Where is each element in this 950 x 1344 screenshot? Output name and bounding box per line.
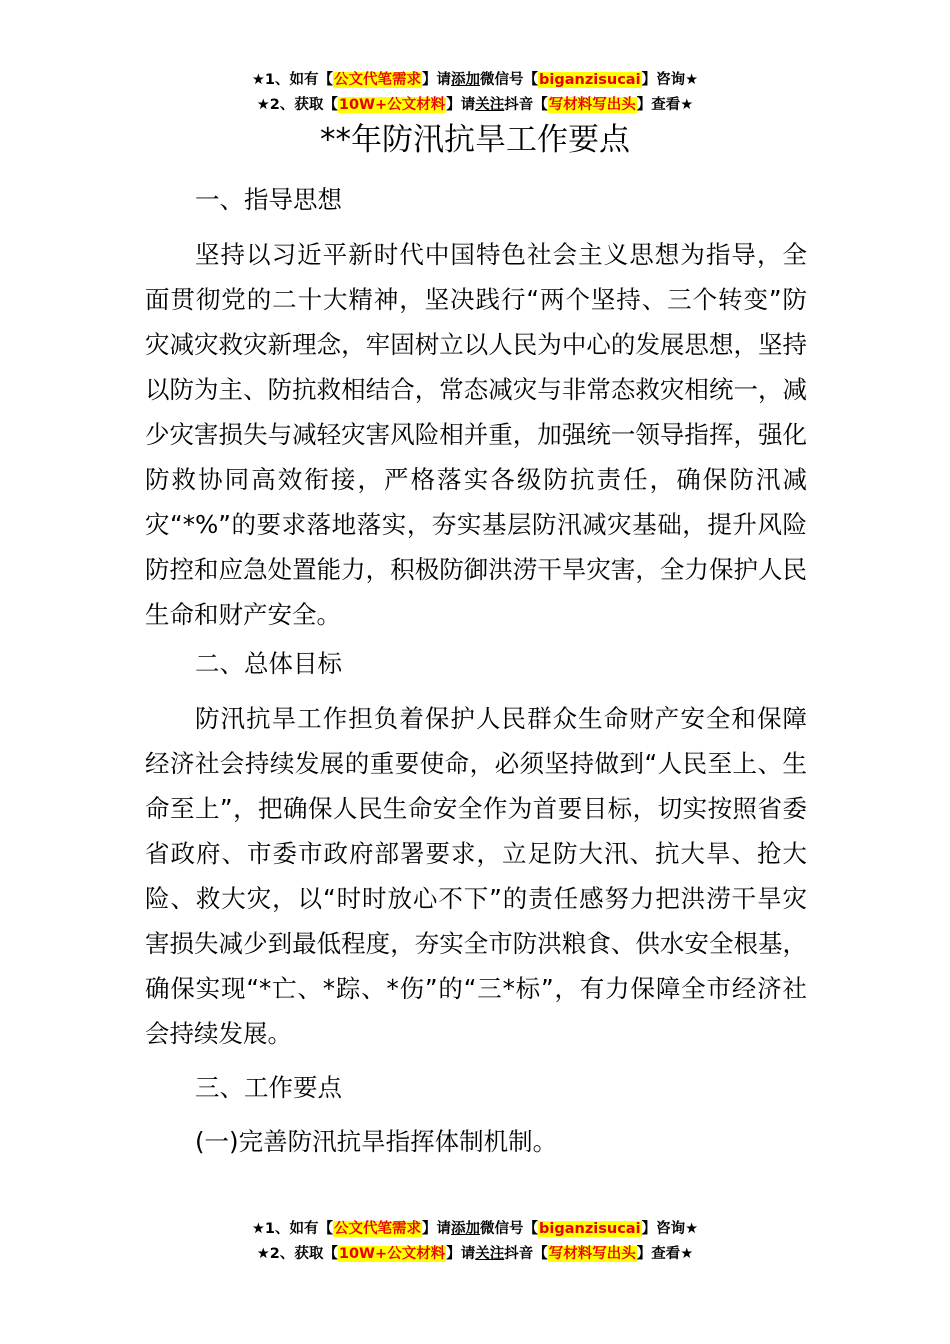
banner-highlight: biganzisucai [539,72,641,88]
section-body-1: 坚持以习近平新时代中国特色社会主义思想为指导，全面贯彻党的二十大精神，坚决践行“两个坚持、三个转变”防灾减灾救灾新理念，牢固树立以人民为中心的发展思想，坚持以防为主、防抗救相结合，常态减灾与非常态救灾相统一，减少灾害损失与减轻灾害风险相并重，加强统一领导指挥，强化防救协同高效衔接，严格落实各级防抗责任，确保防汛减灾“*%”的要求落地落实，夯实基层防汛减灾基础，提升风险防控和应急处置能力，积极防御洪涝干旱灾害，全力保护人民生命和财产安全。 [145,240,807,629]
banner-line-2: ★2、获取【10W+公文材料】请关注抖音【写材料写出头】查看★ [256,1246,694,1262]
subsection-heading-1: (一)完善防汛抗旱指挥体制机制。 [195,1127,558,1156]
top-banner [0,68,950,118]
section-heading-1: 一、指导思想 [195,185,342,214]
banner-highlight: 10W+公文材料 [338,1246,446,1262]
banner-highlight: 公文代笔需求 [334,1221,422,1237]
banner-highlight: biganzisucai [539,1221,641,1237]
banner-line-1: ★1、如有【公文代笔需求】请添加微信号【biganzisucai】咨询★ [251,72,699,88]
bottom-banner [0,1217,950,1267]
banner-highlight: 10W+公文材料 [338,97,446,113]
banner-highlight: 写材料写出头 [548,1246,636,1262]
section-body-2: 防汛抗旱工作担负着保护人民群众生命财产安全和保障经济社会持续发展的重要使命，必须坚持做到“人民至上、生命至上”，把确保人民生命安全作为首要目标，切实按照省委省政府、市委市政府部署要求，立足防大汛、抗大旱、抢大险、救大灾，以“时时放心不下”的责任感努力把洪涝干旱灾害损失减少到最低程度，夯实全市防洪粮食、供水安全根基，确保实现“*亡、*踪、*伤”的“三*标”，有力保障全市经济社会持续发展。 [145,704,807,1048]
document-title: **年防汛抗旱工作要点 [320,122,630,158]
section-heading-3: 三、工作要点 [195,1073,342,1102]
banner-line-2: ★2、获取【10W+公文材料】请关注抖音【写材料写出头】查看★ [256,97,694,113]
section-heading-2: 二、总体目标 [195,649,342,678]
banner-line-1: ★1、如有【公文代笔需求】请添加微信号【biganzisucai】咨询★ [251,1221,699,1237]
banner-highlight: 公文代笔需求 [334,72,422,88]
banner-highlight: 写材料写出头 [548,97,636,113]
